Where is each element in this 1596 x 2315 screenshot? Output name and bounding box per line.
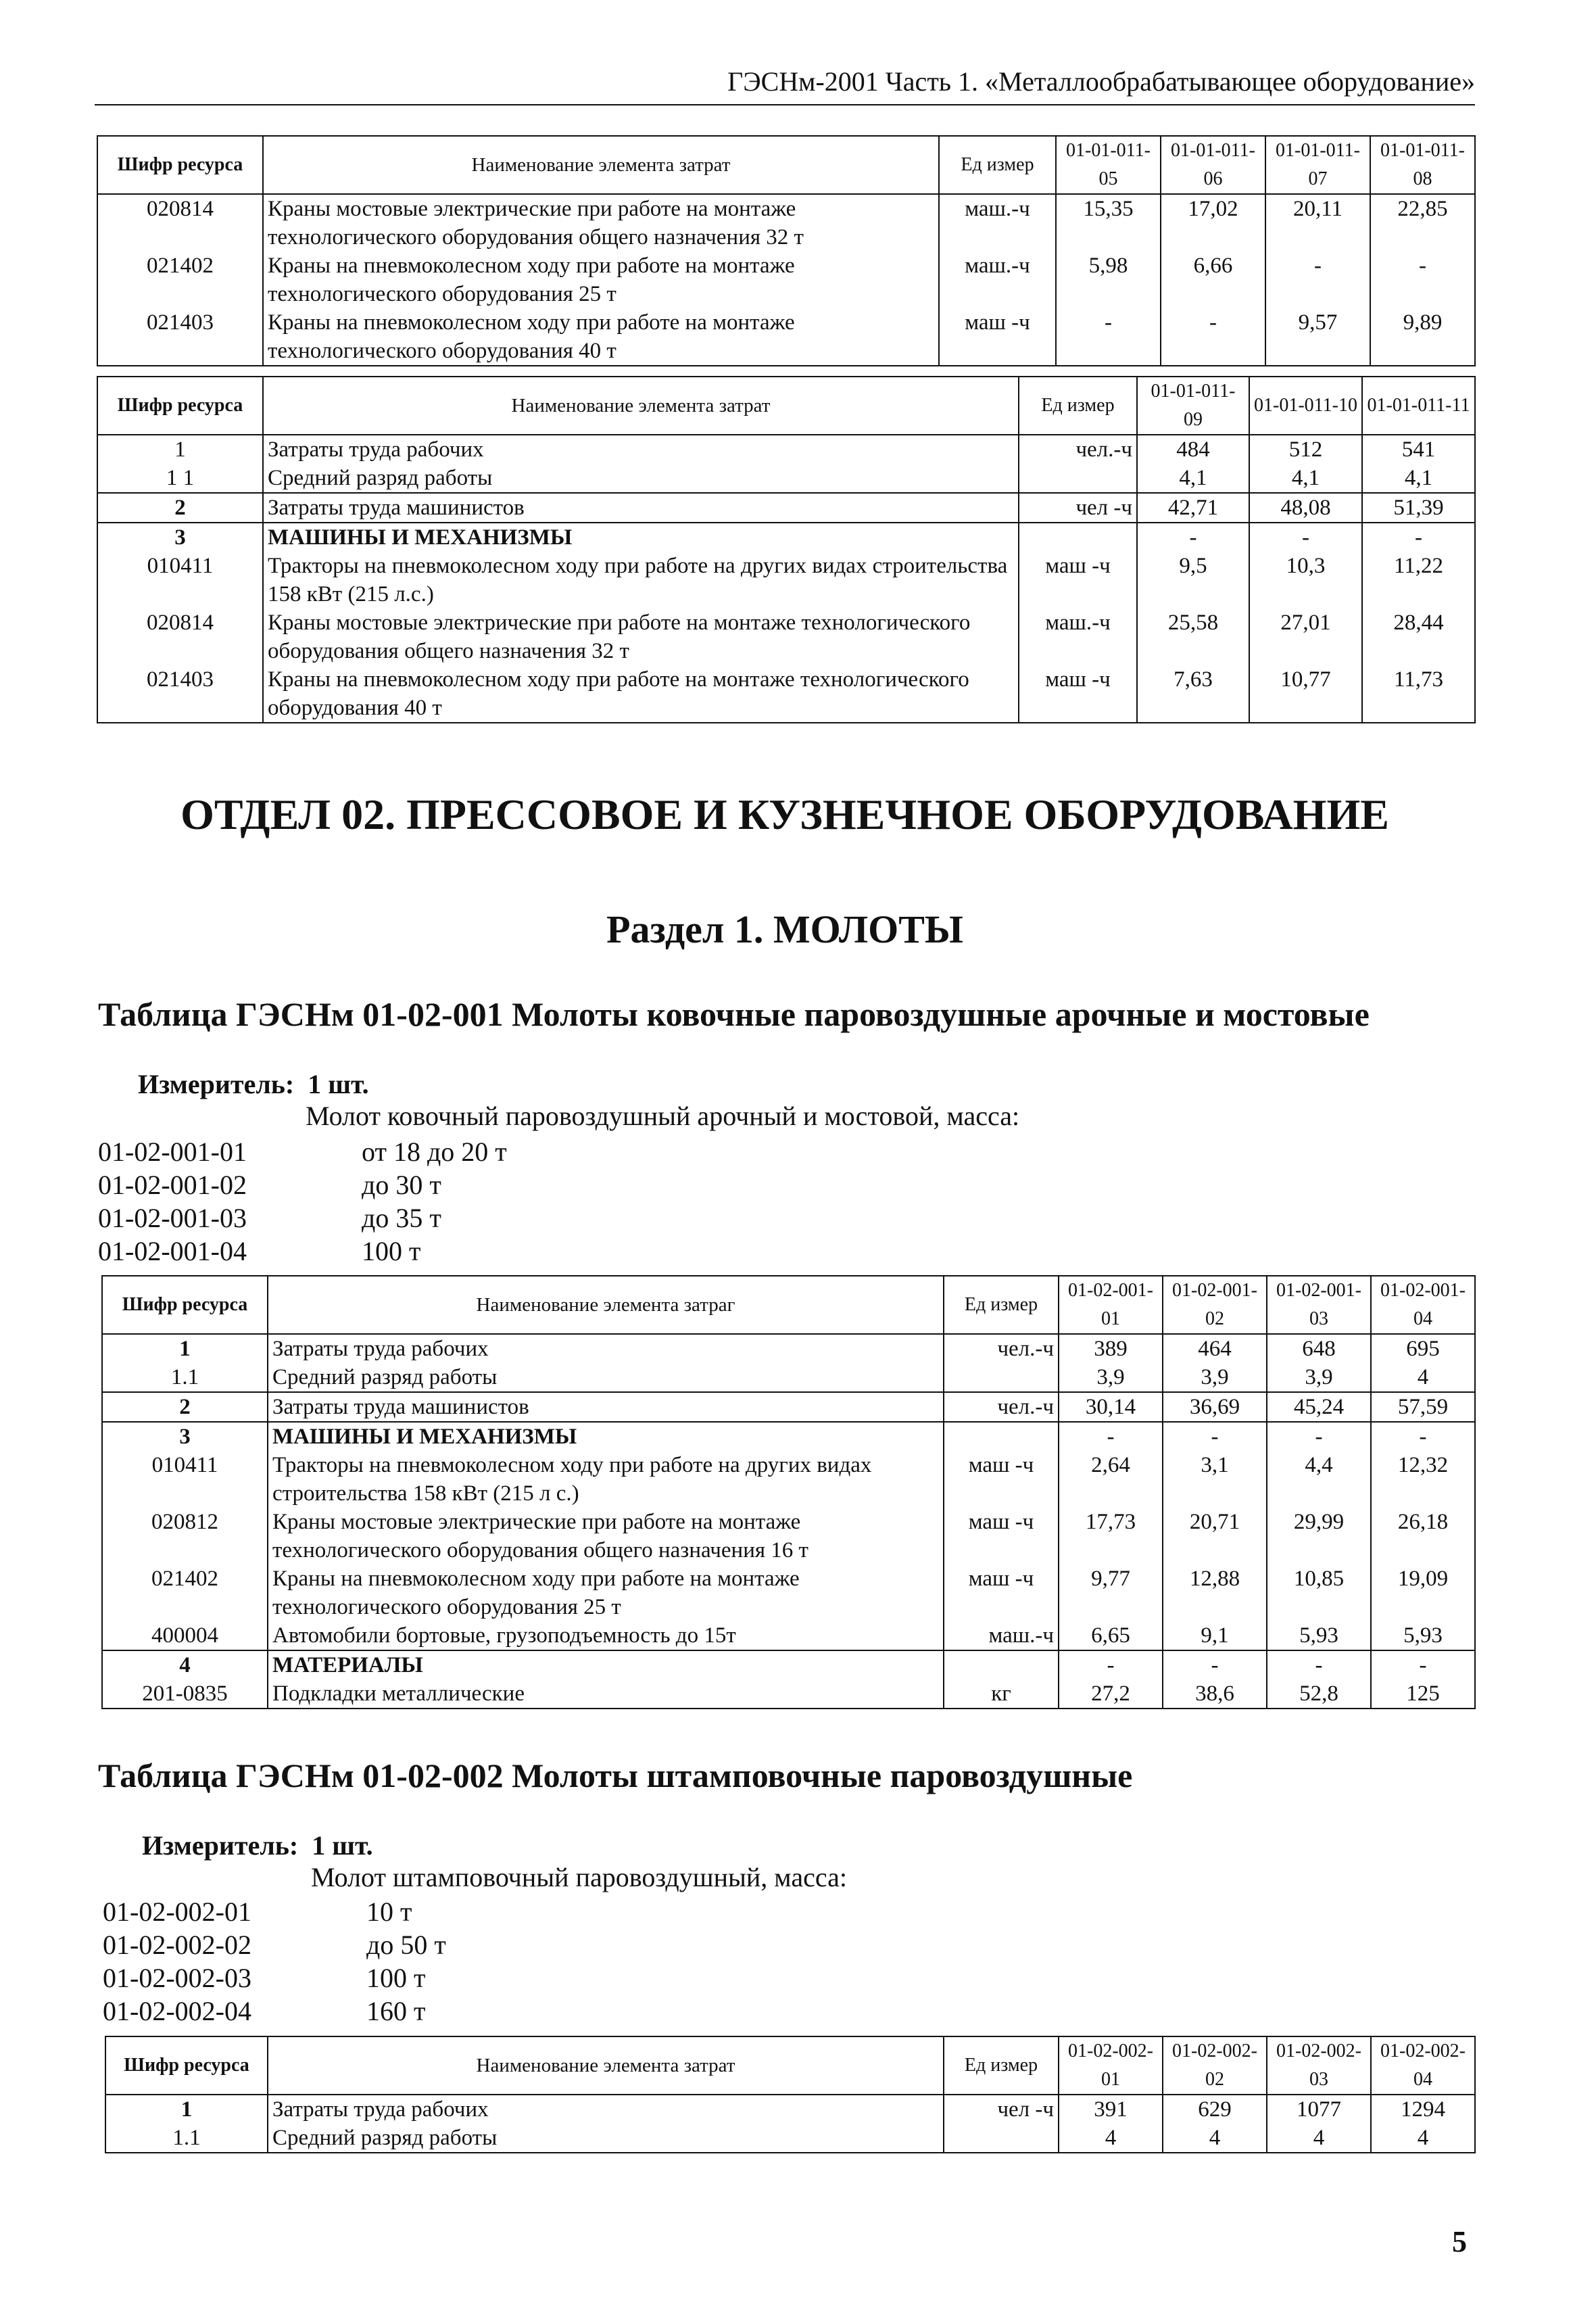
resource-code: 021402	[102, 1565, 268, 1621]
resource-code: 1	[102, 1334, 268, 1363]
value: 1294	[1371, 2095, 1475, 2124]
norm-desc: 100 т	[362, 1236, 421, 1266]
table-row	[97, 493, 1475, 523]
unit: маш -ч	[944, 1451, 1059, 1508]
resource-code: 021402	[97, 252, 263, 308]
table-002-description: Молот штамповочный паровоздушный, масса:	[311, 1862, 847, 1892]
value: 12,88	[1163, 1565, 1267, 1621]
meter-label: Измеритель:	[138, 1069, 295, 1099]
table-header-col: 01-02-001-03	[1267, 1276, 1371, 1334]
unit	[944, 1650, 1059, 1679]
table-row	[102, 1679, 1475, 1709]
resource-code: 3	[102, 1422, 268, 1451]
resource-name: Краны мостовые электрические при работе на монтаже технологического оборудования общего назначения 32 т	[263, 608, 1019, 665]
resource-name: МАШИНЫ И МЕХАНИЗМЫ	[268, 1422, 944, 1451]
table-row	[102, 1334, 1475, 1363]
value: -	[1137, 523, 1249, 552]
table-header-unit: Ед измер	[939, 136, 1056, 194]
norm-code: 01-02-001-03	[98, 1203, 247, 1233]
norm-code: 01-02-002-04	[103, 1996, 251, 2026]
resource-name: Средний разряд работы	[268, 1363, 944, 1392]
value: 3,9	[1267, 1363, 1371, 1392]
table-header-col: 01-01-011-05	[1056, 136, 1161, 194]
value: 30,14	[1059, 1392, 1163, 1422]
value: -	[1267, 1422, 1371, 1451]
code-list	[103, 1895, 446, 2028]
norm-desc: 100 т	[366, 1963, 426, 1993]
table-row	[102, 1392, 1475, 1422]
table-header-col: 01-02-002-03	[1267, 2036, 1371, 2095]
resource-name: Затраты труда рабочих	[268, 2095, 944, 2124]
table-row	[102, 1650, 1475, 1679]
table-row	[102, 1565, 1475, 1621]
table-row	[97, 308, 1475, 366]
table-row	[105, 2124, 1475, 2153]
value: -	[1059, 1650, 1163, 1679]
value: 9,57	[1265, 308, 1370, 366]
resource-code: 020814	[97, 194, 263, 252]
code-list	[98, 1135, 507, 1268]
unit	[944, 1422, 1059, 1451]
table-header-col: 01-01-011-09	[1137, 377, 1249, 435]
resource-code: 1.1	[102, 1363, 268, 1392]
meter-value: 1 шт.	[308, 1069, 369, 1099]
norm-desc: до 30 т	[362, 1170, 441, 1200]
table-row	[102, 1621, 1475, 1650]
table-header-name: Наименование элемента затраг	[268, 1276, 944, 1334]
resource-code: 020812	[102, 1508, 268, 1565]
value: 5,98	[1056, 252, 1161, 308]
value: -	[1163, 1422, 1267, 1451]
resource-name: Тракторы на пневмоколесном ходу при работе на других видах строительства 158 кВт (215 л с.)	[268, 1451, 944, 1508]
table-row	[97, 608, 1475, 665]
table-row	[97, 252, 1475, 308]
value: 12,32	[1371, 1451, 1475, 1508]
resource-name: Подкладки металлические	[268, 1679, 944, 1709]
table-header-col: 01-02-002-02	[1163, 2036, 1267, 2095]
table-row	[97, 665, 1475, 723]
table-header-code: Шифр ресурса	[102, 1276, 268, 1334]
unit: маш -ч	[944, 1565, 1059, 1621]
value: 541	[1362, 435, 1475, 464]
value: 45,24	[1267, 1392, 1371, 1422]
table-001	[101, 1275, 1476, 1709]
resource-code: 2	[102, 1392, 268, 1422]
meter-line	[142, 1830, 373, 1862]
unit: маш.-ч	[939, 194, 1056, 252]
table-002-title: Таблица ГЭСНм 01-02-002 Молоты штамповочные паровоздушные	[98, 1757, 1133, 1794]
value: 6,66	[1161, 252, 1265, 308]
unit: маш -ч	[944, 1508, 1059, 1565]
code-list-item	[103, 1895, 446, 1928]
code-list-item	[98, 1135, 507, 1168]
value: -	[1163, 1650, 1267, 1679]
resource-name: Затраты труда машинистов	[268, 1392, 944, 1422]
unit: чел -ч	[944, 2095, 1059, 2124]
table-row	[97, 194, 1475, 252]
page-number: 5	[1452, 2225, 1467, 2258]
value: 17,02	[1161, 194, 1265, 252]
value: -	[1059, 1422, 1163, 1451]
value: 4,1	[1362, 464, 1475, 493]
value: -	[1249, 523, 1362, 552]
unit: маш.-ч	[944, 1621, 1059, 1650]
value: 7,63	[1137, 665, 1249, 723]
unit: чел.-ч	[944, 1334, 1059, 1363]
table-header-col: 01-02-001-01	[1059, 1276, 1163, 1334]
resource-name: Затраты труда рабочих	[268, 1334, 944, 1363]
table-row	[102, 1422, 1475, 1451]
table-header-col: 01-01-011-06	[1161, 136, 1265, 194]
value: 1077	[1267, 2095, 1371, 2124]
table-a	[97, 135, 1476, 366]
resource-code: 010411	[102, 1451, 268, 1508]
value: 4	[1163, 2124, 1267, 2153]
table-row	[105, 2095, 1475, 2124]
unit	[944, 2124, 1059, 2153]
value: -	[1265, 252, 1370, 308]
table-header-unit: Ед измер	[944, 2036, 1059, 2095]
value: 2,64	[1059, 1451, 1163, 1508]
table-header-name: Наименование элемента затрат	[263, 136, 939, 194]
table-row	[102, 1363, 1475, 1392]
resource-code: 021403	[97, 665, 263, 723]
table-header-name: Наименование элемента затрат	[268, 2036, 944, 2095]
table-row	[97, 523, 1475, 552]
resource-code: 1	[105, 2095, 268, 2124]
norm-code: 01-02-002-02	[103, 1930, 251, 1960]
code-list-item	[103, 1961, 446, 1995]
value: -	[1267, 1650, 1371, 1679]
resource-code: 1	[97, 435, 263, 464]
code-list-item	[103, 1995, 446, 2028]
code-list-item	[98, 1201, 507, 1235]
norm-code: 01-02-002-01	[103, 1896, 251, 1927]
value: 4	[1059, 2124, 1163, 2153]
resource-name: Затраты труда рабочих	[263, 435, 1019, 464]
value: 389	[1059, 1334, 1163, 1363]
norm-desc: 10 т	[366, 1896, 412, 1927]
value: 4,1	[1137, 464, 1249, 493]
value: 3,9	[1059, 1363, 1163, 1392]
resource-name: Краны на пневмоколесном ходу при работе на монтаже технологического оборудования 25 т	[268, 1565, 944, 1621]
table-001-description: Молот ковочный паровоздушный арочный и мостовой, масса:	[306, 1101, 1020, 1131]
value: 9,89	[1370, 308, 1475, 366]
table-header-col: 01-02-002-04	[1371, 2036, 1475, 2095]
value: 38,6	[1163, 1679, 1267, 1709]
value: 10,3	[1249, 552, 1362, 608]
table-row	[102, 1508, 1475, 1565]
value: 4,4	[1267, 1451, 1371, 1508]
value: -	[1370, 252, 1475, 308]
value: 51,39	[1362, 493, 1475, 523]
value: 10,85	[1267, 1565, 1371, 1621]
value: 26,18	[1371, 1508, 1475, 1565]
value: 20,71	[1163, 1508, 1267, 1565]
resource-name: Краны мостовые электрические при работе на монтаже технологического оборудования общего назначения 32 т	[263, 194, 939, 252]
resource-name: Затраты труда машинистов	[263, 493, 1019, 523]
table-row	[97, 552, 1475, 608]
resource-name: Средний разряд работы	[268, 2124, 944, 2153]
meter-value: 1 шт.	[312, 1830, 373, 1861]
value: -	[1371, 1422, 1475, 1451]
resource-code: 2	[97, 493, 263, 523]
resource-code: 4	[102, 1650, 268, 1679]
meter-line	[138, 1068, 369, 1101]
norm-desc: до 50 т	[366, 1930, 446, 1960]
table-header-col: 01-01-011-07	[1265, 136, 1370, 194]
table-header-unit: Ед измер	[944, 1276, 1059, 1334]
resource-name: МАТЕРИАЛЫ	[268, 1650, 944, 1679]
resource-code: 010411	[97, 552, 263, 608]
value: -	[1161, 308, 1265, 366]
norm-code: 01-02-002-03	[103, 1963, 251, 1993]
table-header-code: Шифр ресурса	[105, 2036, 268, 2095]
resource-name: Краны мостовые электрические при работе на монтаже технологического оборудования общего назначения 16 т	[268, 1508, 944, 1565]
value: 512	[1249, 435, 1362, 464]
running-header: ГЭСНм-2001 Часть 1. «Металлообрабатывающее оборудование»	[95, 65, 1475, 105]
unit	[944, 1363, 1059, 1392]
table-header-col: 01-02-002-01	[1059, 2036, 1163, 2095]
value: -	[1362, 523, 1475, 552]
resource-code: 1.1	[105, 2124, 268, 2153]
value: 10,77	[1249, 665, 1362, 723]
department-title: ОТДЕЛ 02. ПРЕССОВОЕ И КУЗНЕЧНОЕ ОБОРУДОВАНИЕ	[180, 790, 1389, 838]
value: 4	[1371, 1363, 1475, 1392]
table-header-col: 01-01-011-10	[1249, 377, 1362, 435]
value: 6,65	[1059, 1621, 1163, 1650]
unit: чел.-ч	[1019, 435, 1137, 464]
resource-name: Краны на пневмоколесном ходу при работе на монтаже технологического оборудования 40 т	[263, 308, 939, 366]
value: 4,1	[1249, 464, 1362, 493]
unit	[1019, 464, 1137, 493]
resource-name: Тракторы на пневмоколесном ходу при работе на других видах строительства 158 кВт (215 л.с.)	[263, 552, 1019, 608]
resource-name: МАШИНЫ И МЕХАНИЗМЫ	[263, 523, 1019, 552]
value: 648	[1267, 1334, 1371, 1363]
value: 52,8	[1267, 1679, 1371, 1709]
unit: маш.-ч	[1019, 608, 1137, 665]
resource-code: 3	[97, 523, 263, 552]
value: -	[1371, 1650, 1475, 1679]
table-row	[102, 1451, 1475, 1508]
value: 42,71	[1137, 493, 1249, 523]
unit: чел -ч	[1019, 493, 1137, 523]
norm-desc: 160 т	[366, 1996, 426, 2026]
value: 391	[1059, 2095, 1163, 2124]
resource-name: Краны на пневмоколесном ходу при работе на монтаже технологического оборудования 25 т	[263, 252, 939, 308]
section-title: Раздел 1. МОЛОТЫ	[606, 907, 963, 951]
norm-desc: до 35 т	[362, 1203, 441, 1233]
table-header-col: 01-01-011-08	[1370, 136, 1475, 194]
resource-name: Краны на пневмоколесном ходу при работе на монтаже технологического оборудования 40 т	[263, 665, 1019, 723]
value: 17,73	[1059, 1508, 1163, 1565]
value: 4	[1371, 2124, 1475, 2153]
table-header-unit: Ед измер	[1019, 377, 1137, 435]
unit	[1019, 523, 1137, 552]
value: 5,93	[1267, 1621, 1371, 1650]
value: 11,22	[1362, 552, 1475, 608]
value: 695	[1371, 1334, 1475, 1363]
code-list-item	[98, 1235, 507, 1268]
value: 57,59	[1371, 1392, 1475, 1422]
value: 11,73	[1362, 665, 1475, 723]
unit: маш -ч	[1019, 552, 1137, 608]
value: 5,93	[1371, 1621, 1475, 1650]
value: 4	[1267, 2124, 1371, 2153]
meter-label: Измеритель:	[142, 1830, 299, 1861]
value: 22,85	[1370, 194, 1475, 252]
norm-code: 01-02-001-01	[98, 1137, 247, 1167]
resource-name: Автомобили бортовые, грузоподъемность до 15т	[268, 1621, 944, 1650]
resource-code: 201-0835	[102, 1679, 268, 1709]
table-header-name: Наименование элемента затрат	[263, 377, 1019, 435]
value: 15,35	[1056, 194, 1161, 252]
unit: маш -ч	[939, 308, 1056, 366]
value: 27,2	[1059, 1679, 1163, 1709]
table-header-col: 01-01-011-11	[1362, 377, 1475, 435]
table-b	[97, 376, 1476, 723]
value: 48,08	[1249, 493, 1362, 523]
value: 125	[1371, 1679, 1475, 1709]
norm-code: 01-02-001-04	[98, 1236, 247, 1266]
code-list-item	[103, 1928, 446, 1961]
table-row	[97, 464, 1475, 493]
resource-code: 020814	[97, 608, 263, 665]
value: 9,1	[1163, 1621, 1267, 1650]
norm-desc: от 18 до 20 т	[362, 1137, 507, 1167]
norm-code: 01-02-001-02	[98, 1170, 247, 1200]
value: 629	[1163, 2095, 1267, 2124]
unit: маш -ч	[1019, 665, 1137, 723]
table-002	[105, 2036, 1476, 2153]
value: 3,1	[1163, 1451, 1267, 1508]
code-list-item	[98, 1168, 507, 1201]
table-header-code: Шифр ресурса	[97, 377, 263, 435]
resource-code: 021403	[97, 308, 263, 366]
value: 3,9	[1163, 1363, 1267, 1392]
resource-code: 1 1	[97, 464, 263, 493]
value: 9,5	[1137, 552, 1249, 608]
table-header-code: Шифр ресурса	[97, 136, 263, 194]
value: -	[1056, 308, 1161, 366]
table-header-col: 01-02-001-02	[1163, 1276, 1267, 1334]
value: 25,58	[1137, 608, 1249, 665]
table-row	[97, 435, 1475, 464]
unit: чел.-ч	[944, 1392, 1059, 1422]
value: 484	[1137, 435, 1249, 464]
value: 29,99	[1267, 1508, 1371, 1565]
value: 19,09	[1371, 1565, 1475, 1621]
value: 9,77	[1059, 1565, 1163, 1621]
value: 36,69	[1163, 1392, 1267, 1422]
resource-name: Средний разряд работы	[263, 464, 1019, 493]
table-001-title: Таблица ГЭСНм 01-02-001 Молоты ковочные паровоздушные арочные и мостовые	[98, 995, 1370, 1033]
resource-code: 400004	[102, 1621, 268, 1650]
table-header-col: 01-02-001-04	[1371, 1276, 1475, 1334]
value: 28,44	[1362, 608, 1475, 665]
value: 20,11	[1265, 194, 1370, 252]
value: 464	[1163, 1334, 1267, 1363]
value: 27,01	[1249, 608, 1362, 665]
unit: маш.-ч	[939, 252, 1056, 308]
unit: кг	[944, 1679, 1059, 1709]
